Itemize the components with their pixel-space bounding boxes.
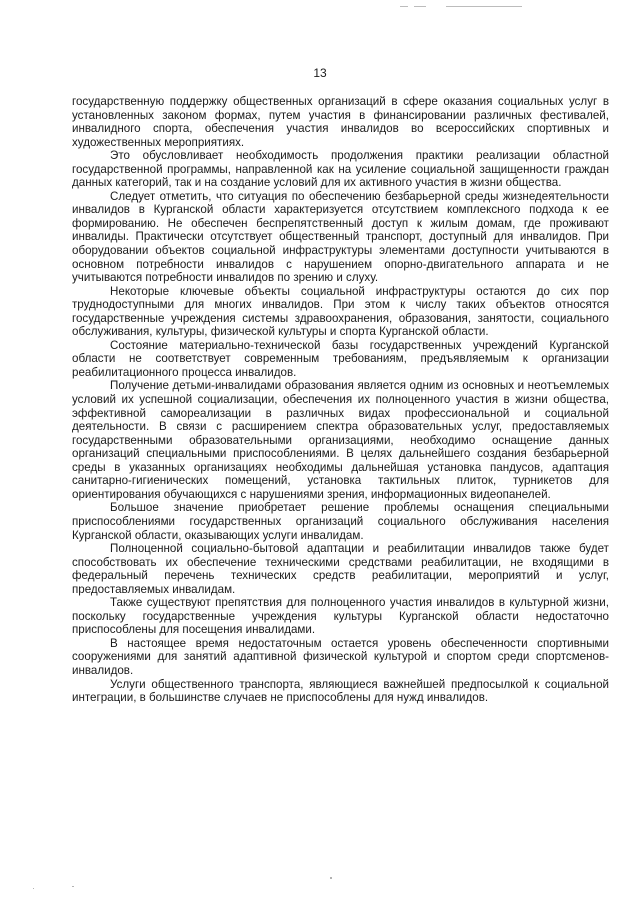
paragraph: Состояние материально-технической базы государственных учреждений Курганской области не соответствует современным требованиям, предъявляемым к организации реабилитационного процесса инвалидов. bbox=[72, 338, 609, 379]
scan-artifact-marks bbox=[400, 6, 530, 8]
paragraph: В настоящее время недостаточным остается уровень обеспеченности спортивными сооружениями для занятий адаптивной физической культурой и спортом среди спортсменов-инвалидов. bbox=[72, 636, 609, 677]
paragraph: Получение детьми-инвалидами образования является одним из основных и неотъемлемых условий их успешной социализации, обеспечения их полноценного участия в жизни общества, эффективной самореализации в различных видах профессиональной и социальной деятельности. В связи с расширением спектра образовательных услуг, предоставляемых государственными образовательными организациями, необходимо оснащение данных организаций специальными приспособлениями. В целях дальнейшего создания безбарьерной среды в указанных организациях необходимы дальнейшая установка пандусов, адаптация санитарно-гигиенических помещений, установка тактильных плиток, турникетов для ориентирования обучающихся с нарушениями зрения, информационных видеопанелей. bbox=[72, 379, 609, 501]
paragraph: Некоторые ключевые объекты социальной инфраструктуры остаются до сих пор труднодоступными для многих инвалидов. При этом к числу таких объектов относятся государственные учреждения системы здравоохранения, образования, занятости, социального обслуживания, культуры, физической культуры и спорта Курганской области. bbox=[72, 284, 609, 339]
paragraph: Услуги общественного транспорта, являющиеся важнейшей предпосылкой к социальной интеграции, в большинстве случаев не приспособлены для нужд инвалидов. bbox=[72, 677, 609, 705]
scan-speck bbox=[330, 877, 332, 879]
scan-speck bbox=[72, 886, 74, 887]
paragraph: Следует отметить, что ситуация по обеспечению безбарьерной среды жизнедеятельности инвалидов в Курганской области характеризуется отсутствием комплексного подхода к ее формированию. Не обеспечен беспрепятственный доступ к жилым домам, где проживают инвалиды. Практически отсутствует общественный транспорт, доступный для инвалидов. При оборудовании объектов социальной инфраструктуры элементами доступности учитываются в основном потребности инвалидов с нарушением опорно-двигательного аппарата и не учитываются потребности инвалидов по зрению и слуху. bbox=[72, 189, 609, 285]
paragraph: Большое значение приобретает решение проблемы оснащения специальными приспособлениями государственных организаций социального обслуживания населения Курганской области, оказывающих услуги инвалидам. bbox=[72, 501, 609, 542]
scan-speck bbox=[33, 888, 34, 889]
paragraph: Полноценной социально-бытовой адаптации и реабилитации инвалидов также будет способствовать их обеспечение техническими средствами реабилитации, не входящими в федеральный перечень технических средств реабилитации, мероприятий и услуг, предоставляемых инвалидам. bbox=[72, 542, 609, 596]
paragraph: государственную поддержку общественных организаций в сфере оказания социальных услуг в установленных законом формах, путем участия в финансировании различных фестивалей, инвалидного спорта, обеспечения участия инвалидов во всероссийских спортивных и художественных мероприятиях. bbox=[72, 95, 609, 149]
paragraph: Это обусловливает необходимость продолжения практики реализации областной государственной программы, направленной как на усиление социальной защищенности граждан данных категорий, так и на создание условий для их активного участия в жизни общества. bbox=[72, 149, 609, 190]
paragraph: Также существуют препятствия для полноценного участия инвалидов в культурной жизни, поскольку государственные учреждения культуры Курганской области недостаточно приспособлены для посещения инвалидами. bbox=[72, 596, 609, 637]
document-body bbox=[72, 95, 609, 705]
page-number: 13 bbox=[313, 66, 327, 80]
